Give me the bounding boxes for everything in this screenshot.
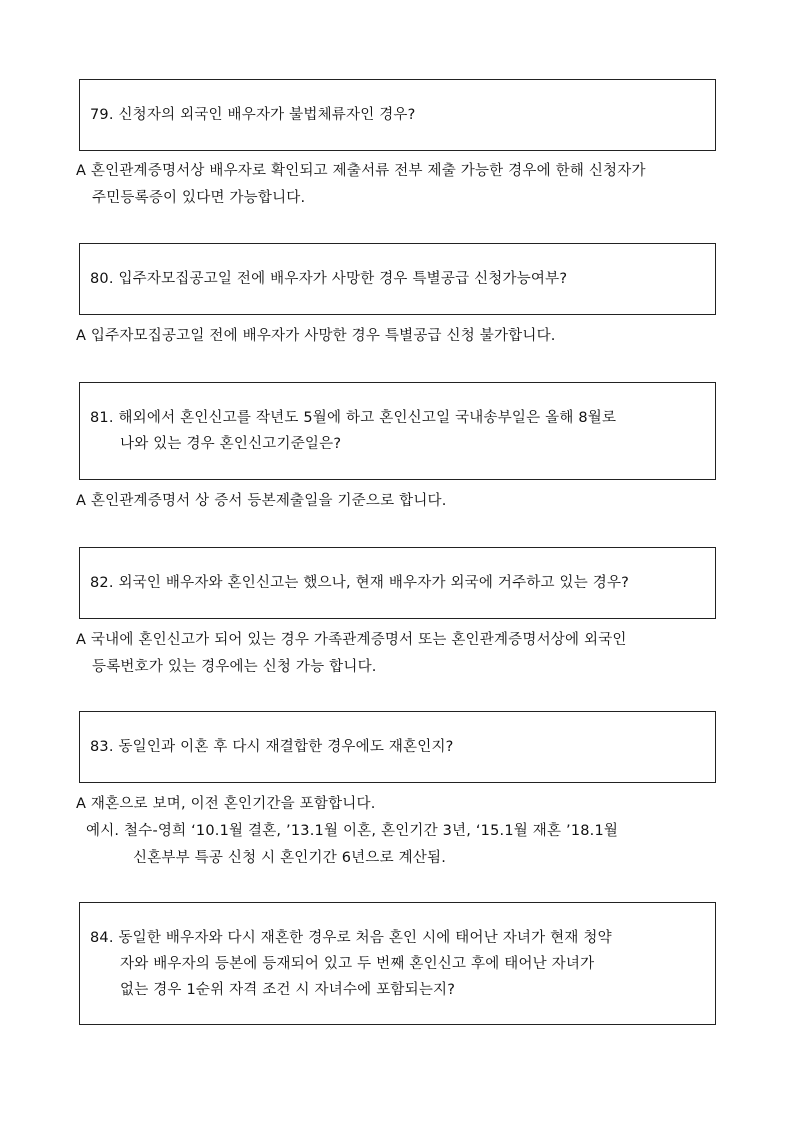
answer-82-line-2: 등록번호가 있는 경우에는 신청 가능 합니다. — [92, 659, 377, 675]
question-83-text: 83. 동일인과 이혼 후 다시 재결합한 경우에도 재혼인지? — [90, 739, 454, 755]
answer-82-line-1: A 국내에 혼인신고가 되어 있는 경우 가족관계증명서 또는 혼인관계증명서상에 외국인 — [76, 632, 627, 648]
question-82-text: 82. 외국인 배우자와 혼인신고는 했으나, 현재 배우자가 외국에 거주하고 있는 경우? — [90, 575, 630, 591]
question-84-line-2: 자와 배우자의 등본에 등재되어 있고 두 번째 혼인신고 후에 태어난 자녀가 — [120, 956, 595, 972]
question-80-text: 80. 입주자모집공고일 전에 배우자가 사망한 경우 특별공급 신청가능여부? — [90, 271, 568, 287]
answer-79 — [76, 158, 721, 212]
answer-83-line-1: A 재혼으로 보며, 이전 혼인기간을 포함합니다. — [76, 796, 376, 812]
answer-82 — [76, 627, 721, 681]
answer-83 — [76, 791, 721, 872]
answer-81-line-1: A 혼인관계증명서 상 증서 등본제출일을 기준으로 합니다. — [76, 493, 447, 509]
answer-80-line-1: A 입주자모집공고일 전에 배우자가 사망한 경우 특별공급 신청 불가합니다. — [76, 328, 556, 344]
question-81-line-2: 나와 있는 경우 혼인신고기준일은? — [120, 436, 342, 452]
question-84-line-3: 없는 경우 1순위 자격 조건 시 자녀수에 포함되는지? — [120, 982, 456, 998]
question-box-82 — [79, 547, 716, 619]
question-84-line-1: 84. 동일한 배우자와 다시 재혼한 경우로 처음 혼인 시에 태어난 자녀가 현재 청약 — [90, 930, 612, 946]
answer-79-line-1: A 혼인관계증명서상 배우자로 확인되고 제출서류 전부 제출 가능한 경우에 한해 신청자가 — [76, 163, 646, 179]
question-79-text: 79. 신청자의 외국인 배우자가 불법체류자인 경우? — [90, 107, 416, 123]
answer-81 — [76, 488, 721, 515]
question-81-line-1: 81. 해외에서 혼인신고를 작년도 5월에 하고 혼인신고일 국내송부일은 올해 8월로 — [90, 410, 617, 426]
question-box-80 — [79, 243, 716, 315]
answer-83-example-line-1: 예시. 철수-영희 ‘10.1월 결혼, ’13.1월 이혼, 혼인기간 3년, ‘15.1월 재혼 ’18.1월 — [86, 823, 619, 839]
question-box-84 — [79, 902, 716, 1025]
answer-79-line-2: 주민등록증이 있다면 가능합니다. — [92, 190, 306, 206]
answer-83-example-line-2: 신혼부부 특공 신청 시 혼인기간 6년으로 계산됨. — [133, 850, 447, 866]
question-box-81 — [79, 382, 716, 480]
question-box-79 — [79, 79, 716, 151]
answer-80 — [76, 323, 721, 350]
question-box-83 — [79, 711, 716, 783]
